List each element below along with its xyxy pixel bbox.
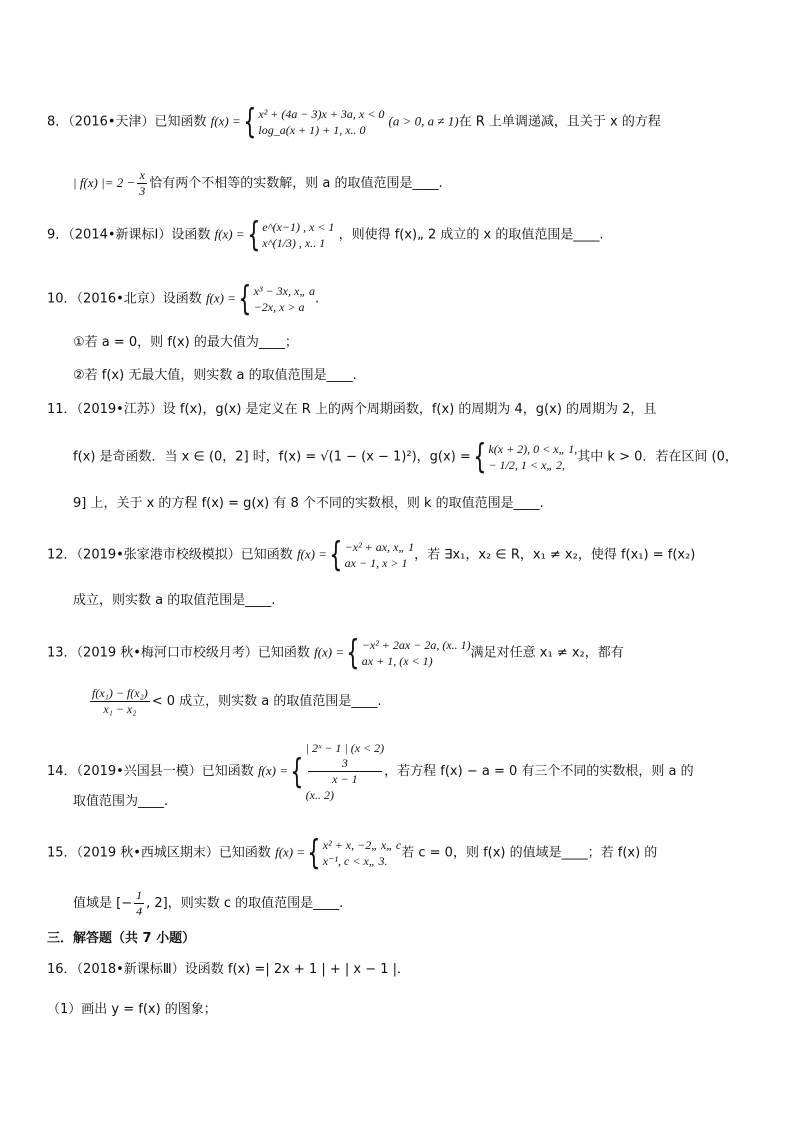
function-name: f(x) = bbox=[314, 644, 345, 660]
fraction-denominator: 4 bbox=[136, 904, 143, 918]
question-11-text-2: 其中 k > 0．若在区间 (0， bbox=[577, 449, 738, 465]
question-10 bbox=[47, 279, 320, 319]
question-9 bbox=[47, 215, 604, 255]
case-2: ax − 1, x > 1 bbox=[344, 556, 408, 570]
fraction bbox=[137, 168, 147, 199]
question-14-number: 14．（2019•兴国县一模）已知函数 bbox=[47, 764, 254, 779]
piecewise-cases bbox=[488, 441, 577, 473]
fraction-numerator: 3 bbox=[308, 756, 383, 772]
case-2: ax + 1, (x < 1) bbox=[361, 654, 433, 668]
question-11-line-3: 9] 上，关于 x 的方程 f(x) = g(x) 有 8 个不同的实数根，则 k 的取值范围是____. bbox=[73, 496, 544, 511]
case-2: x^(1/3) , x.. 1 bbox=[262, 236, 326, 250]
piecewise-cases bbox=[254, 283, 315, 315]
fraction-numerator: 1 bbox=[136, 888, 143, 902]
question-12-text: ，若 ∃x₁，x₂ ∈ R，x₁ ≠ x₂，使得 f(x₁) = f(x₂) bbox=[414, 547, 696, 563]
question-13-text-2: < 0 成立，则实数 a 的取值范围是____. bbox=[151, 694, 382, 709]
piecewise-cases bbox=[345, 539, 414, 571]
case-1: −x² + 2ax − 2a, (x.. 1) bbox=[361, 638, 471, 652]
case-2: log_a(x + 1) + 1, x.. 0 bbox=[258, 123, 366, 137]
piecewise-brace: { bbox=[290, 751, 304, 792]
equation-left: | f(x) |= 2 − bbox=[73, 175, 136, 190]
case-1: −x² + ax, x„ 1 bbox=[344, 540, 415, 554]
case-2: − 1/2, 1 < x„ 2, bbox=[488, 458, 565, 472]
question-15-line-2 bbox=[73, 888, 343, 919]
case-1: x² + (4a − 3)x + 3a, x < 0 bbox=[258, 107, 385, 121]
piecewise-cases bbox=[306, 740, 385, 803]
question-8-text-2: 恰有两个不相等的实数解，则 a 的取值范围是____. bbox=[149, 176, 443, 191]
question-8-line-1 bbox=[47, 102, 661, 142]
piecewise-brace: { bbox=[346, 633, 360, 673]
case-1: x³ − 3x, x„ a bbox=[253, 284, 315, 298]
question-15 bbox=[47, 833, 658, 873]
case-1: x² + x, −2„ x„ c bbox=[322, 838, 402, 852]
question-12-number: 12．（2019•张家港市校级模拟）已知函数 bbox=[47, 547, 293, 563]
piecewise-cases bbox=[323, 837, 401, 869]
fraction-numerator: x bbox=[137, 168, 147, 184]
piecewise-cases bbox=[262, 219, 334, 251]
question-8-number: 8．（2016•天津）已知函数 bbox=[47, 114, 207, 130]
question-15-text: 若 c = 0，则 f(x) 的值域是____；若 f(x) 的 bbox=[401, 845, 658, 861]
question-8-text: 在 R 上单调递减，且关于 x 的方程 bbox=[458, 114, 661, 130]
question-9-text: ，则使得 f(x)„ 2 成立的 x 的取值范围是____. bbox=[338, 227, 604, 243]
piecewise-brace: { bbox=[246, 215, 260, 255]
fraction bbox=[134, 888, 144, 919]
question-14-text: ，若方程 f(x) − a = 0 有三个不同的实数根，则 a 的 bbox=[384, 764, 694, 779]
case-1: | 2ˣ − 1 | (x < 2) bbox=[305, 741, 385, 755]
parameter-condition: (a > 0, a ≠ 1) bbox=[388, 113, 459, 129]
question-11-text: f(x) 是奇函数．当 x ∈ (0，2] 时，f(x) = √(1 − (x − 1)²)，g(x) = bbox=[73, 449, 471, 465]
question-11-line-2 bbox=[73, 437, 738, 477]
question-9-number: 9．（2014•新课标Ⅰ）设函数 bbox=[47, 227, 211, 243]
fraction-denominator: 3 bbox=[139, 184, 146, 198]
question-12 bbox=[47, 535, 696, 575]
piecewise-brace: { bbox=[243, 102, 257, 142]
question-13-number: 13．（2019 秋•梅河口市校级月考）已知函数 bbox=[47, 645, 310, 661]
section-heading: 三．解答题（共 7 小题） bbox=[47, 931, 196, 946]
question-16-line-1: 16．（2018•新课标Ⅲ）设函数 f(x) =| 2x + 1 | + | x − 1 |． bbox=[47, 962, 411, 977]
function-name: f(x) = bbox=[205, 290, 236, 306]
fraction-numerator: f(x₁) − f(x₂) bbox=[92, 686, 148, 700]
case-2: −2x, x > a bbox=[253, 300, 305, 314]
fraction-denominator: x₁ − x₂ bbox=[103, 702, 137, 716]
question-13-text: 满足对任意 x₁ ≠ x₂，都有 bbox=[470, 645, 624, 661]
case-2-condition: (x.. 2) bbox=[305, 788, 334, 802]
question-10-number: 10．（2016•北京）设函数 bbox=[47, 291, 202, 307]
piecewise-brace: { bbox=[329, 535, 343, 575]
question-8-line-2 bbox=[73, 168, 443, 199]
question-10-part-2: ②若 f(x) 无最大值，则实数 a 的取值范围是____. bbox=[73, 368, 357, 383]
case-1: e^(x−1) , x < 1 bbox=[262, 220, 335, 234]
question-15-text-2: 值域是 [− bbox=[73, 896, 133, 911]
question-11-line-1: 11．（2019•江苏）设 f(x)，g(x) 是定义在 R 上的两个周期函数，f(x) 的周期为 4，g(x) 的周期为 2，且 bbox=[47, 402, 657, 417]
question-15-text-3: , 2]，则实数 c 的取值范围是____. bbox=[146, 896, 344, 911]
function-name: f(x) = bbox=[275, 844, 306, 860]
piecewise-brace: { bbox=[307, 833, 321, 873]
fraction-denominator: x − 1 bbox=[332, 772, 358, 786]
question-16-part-1: （1）画出 y = f(x) 的图象； bbox=[47, 1002, 217, 1017]
period: . bbox=[315, 291, 320, 307]
piecewise-cases bbox=[258, 106, 384, 138]
piecewise-brace: { bbox=[473, 437, 487, 477]
question-13 bbox=[47, 633, 624, 673]
case-2: x⁻¹, c < x„ 3. bbox=[322, 854, 388, 868]
function-name: f(x) = bbox=[257, 763, 288, 778]
function-name: f(x) = bbox=[210, 113, 241, 129]
question-12-line-2: 成立，则实数 a 的取值范围是____. bbox=[73, 593, 276, 608]
piecewise-cases bbox=[362, 637, 471, 669]
question-10-part-1: ①若 a = 0，则 f(x) 的最大值为____； bbox=[73, 335, 298, 350]
function-name: f(x) = bbox=[296, 546, 327, 562]
question-15-number: 15．（2019 秋•西城区期末）已知函数 bbox=[47, 845, 271, 861]
fraction bbox=[90, 686, 150, 717]
function-name: f(x) = bbox=[214, 226, 245, 242]
question-13-line-2 bbox=[88, 686, 382, 717]
case-1: k(x + 2), 0 < x„ 1, bbox=[488, 442, 578, 456]
question-14-line-2: 取值范围为____. bbox=[73, 794, 169, 809]
piecewise-brace: { bbox=[238, 279, 252, 319]
fraction bbox=[308, 756, 383, 787]
